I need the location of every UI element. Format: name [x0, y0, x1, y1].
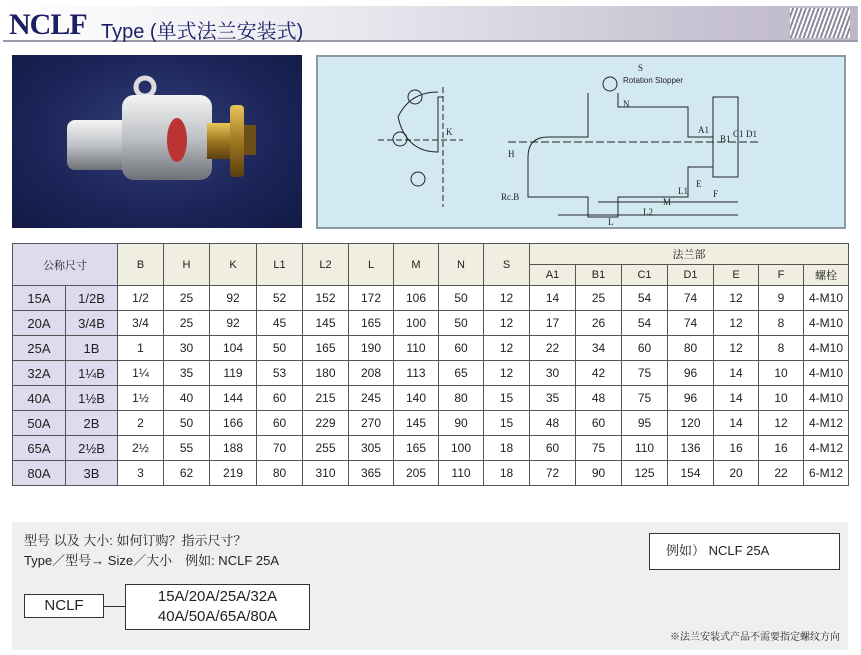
nominal-size-cell: 1/2B: [66, 286, 118, 311]
table-cell: 14: [714, 411, 759, 436]
table-row: [13, 361, 849, 386]
label-s: S: [638, 63, 644, 73]
table-cell: 104: [210, 336, 257, 361]
nominal-size-cell: 1½B: [66, 386, 118, 411]
table-cell: 48: [530, 411, 576, 436]
col-header: L: [349, 244, 394, 286]
table-cell: 1: [118, 336, 164, 361]
table-cell: 72: [530, 461, 576, 486]
table-row: [13, 461, 849, 486]
table-cell: 50: [439, 286, 484, 311]
table-cell: 48: [576, 386, 622, 411]
col-header: F: [759, 265, 804, 286]
table-cell: 8: [759, 311, 804, 336]
table-cell: 10: [759, 386, 804, 411]
label-m: M: [663, 197, 672, 207]
nominal-size-cell: 80A: [13, 461, 66, 486]
table-cell: 310: [303, 461, 349, 486]
table-cell: 2: [118, 411, 164, 436]
nominal-size-cell: 65A: [13, 436, 66, 461]
label-f: F: [713, 189, 719, 199]
label-rc: Rc.B: [501, 192, 520, 202]
table-cell: 14: [714, 386, 759, 411]
type-box: NCLF: [24, 594, 104, 618]
table-cell: 60: [576, 411, 622, 436]
label-b1: B1: [720, 134, 731, 144]
table-cell: 3: [118, 461, 164, 486]
col-header: N: [439, 244, 484, 286]
table-cell: 180: [303, 361, 349, 386]
table-cell: 4-M10: [804, 286, 849, 311]
sizes-line-2: 40A/50A/65A/80A: [157, 608, 278, 625]
table-cell: 90: [439, 411, 484, 436]
nominal-size-cell: 40A: [13, 386, 66, 411]
table-cell: 20: [714, 461, 759, 486]
dimension-drawing: [316, 55, 846, 229]
table-cell: 60: [257, 386, 303, 411]
table-cell: 90: [576, 461, 622, 486]
table-cell: 4-M10: [804, 311, 849, 336]
ordering-format: Type／型号→ Size／大小 例如: NCLF 25A: [24, 553, 279, 568]
table-cell: 96: [668, 361, 714, 386]
label-l1: L1: [678, 186, 688, 196]
table-cell: 166: [210, 411, 257, 436]
table-cell: 125: [622, 461, 668, 486]
table-cell: 52: [257, 286, 303, 311]
table-cell: 60: [530, 436, 576, 461]
table-cell: 219: [210, 461, 257, 486]
dimension-table: [12, 243, 849, 486]
table-row: [13, 311, 849, 336]
label-h: H: [508, 149, 515, 159]
label-l: L: [608, 217, 614, 227]
label-a1: A1: [698, 125, 709, 135]
label-c1: C1: [733, 129, 744, 139]
nominal-size-header: 公称尺寸: [13, 244, 118, 286]
table-cell: 1/2: [118, 286, 164, 311]
table-cell: 42: [576, 361, 622, 386]
col-header: L1: [257, 244, 303, 286]
nominal-size-cell: 3B: [66, 461, 118, 486]
table-row: [13, 286, 849, 311]
side-view: [378, 87, 463, 207]
table-cell: 4-M10: [804, 386, 849, 411]
label-k: K: [446, 127, 453, 137]
col-header: E: [714, 265, 759, 286]
table-cell: 35: [530, 386, 576, 411]
table-cell: 80: [668, 336, 714, 361]
table-cell: 16: [714, 436, 759, 461]
table-cell: 1¼: [118, 361, 164, 386]
table-cell: 60: [439, 336, 484, 361]
table-cell: 74: [668, 311, 714, 336]
table-cell: 34: [576, 336, 622, 361]
table-cell: 12: [714, 336, 759, 361]
table-cell: 110: [622, 436, 668, 461]
table-cell: 75: [622, 361, 668, 386]
table-cell: 80: [257, 461, 303, 486]
title-banner: [3, 6, 858, 42]
table-cell: 4-M10: [804, 361, 849, 386]
table-cell: 15: [484, 411, 530, 436]
table-cell: 9: [759, 286, 804, 311]
example-box: 例如） NCLF 25A: [649, 533, 840, 570]
table-cell: 62: [164, 461, 210, 486]
table-cell: 80: [439, 386, 484, 411]
table-cell: 110: [439, 461, 484, 486]
col-header: 螺栓: [804, 265, 849, 286]
label-d1: D1: [746, 129, 757, 139]
table-cell: 75: [576, 436, 622, 461]
table-cell: 145: [303, 311, 349, 336]
table-cell: 60: [257, 411, 303, 436]
table-cell: 165: [394, 436, 439, 461]
table-cell: 45: [257, 311, 303, 336]
table-cell: 145: [394, 411, 439, 436]
table-cell: 92: [210, 286, 257, 311]
label-rotation-stopper: Rotation Stopper: [623, 76, 684, 85]
table-cell: 229: [303, 411, 349, 436]
table-cell: 190: [349, 336, 394, 361]
table-row: [13, 386, 849, 411]
table-cell: 4-M12: [804, 411, 849, 436]
flange-header: 法兰部: [530, 244, 849, 265]
col-header: K: [210, 244, 257, 286]
col-header: A1: [530, 265, 576, 286]
table-cell: 12: [484, 311, 530, 336]
table-cell: 365: [349, 461, 394, 486]
col-header: L2: [303, 244, 349, 286]
table-row: [13, 436, 849, 461]
table-cell: 270: [349, 411, 394, 436]
col-header: B: [118, 244, 164, 286]
table-cell: 106: [394, 286, 439, 311]
nominal-size-cell: 32A: [13, 361, 66, 386]
table-cell: 100: [394, 311, 439, 336]
table-cell: 95: [622, 411, 668, 436]
table-cell: 53: [257, 361, 303, 386]
table-cell: 205: [394, 461, 439, 486]
table-cell: 119: [210, 361, 257, 386]
table-cell: 12: [759, 411, 804, 436]
table-cell: 75: [622, 386, 668, 411]
table-cell: 144: [210, 386, 257, 411]
table-cell: 136: [668, 436, 714, 461]
flange-note: ※法兰安装式产品不需要指定螺纹方向: [670, 632, 840, 643]
ordering-panel: [12, 522, 848, 650]
connector-line: [104, 606, 125, 607]
table-cell: 50: [164, 411, 210, 436]
col-header: D1: [668, 265, 714, 286]
table-cell: 165: [349, 311, 394, 336]
decorative-stripes: [790, 8, 850, 38]
table-cell: 152: [303, 286, 349, 311]
col-header: B1: [576, 265, 622, 286]
table-cell: 8: [759, 336, 804, 361]
table-cell: 40: [164, 386, 210, 411]
table-cell: 10: [759, 361, 804, 386]
table-cell: 208: [349, 361, 394, 386]
col-header: H: [164, 244, 210, 286]
nominal-size-cell: 1B: [66, 336, 118, 361]
table-cell: 50: [257, 336, 303, 361]
table-cell: 26: [576, 311, 622, 336]
table-cell: 96: [668, 386, 714, 411]
table-cell: 6-M12: [804, 461, 849, 486]
table-cell: 110: [394, 336, 439, 361]
table-cell: 30: [530, 361, 576, 386]
label-n: N: [623, 99, 630, 109]
table-cell: 17: [530, 311, 576, 336]
table-cell: 188: [210, 436, 257, 461]
col-header: M: [394, 244, 439, 286]
table-cell: 14: [714, 361, 759, 386]
label-e: E: [696, 179, 702, 189]
table-cell: 22: [530, 336, 576, 361]
table-cell: 215: [303, 386, 349, 411]
table-cell: 165: [303, 336, 349, 361]
model-title: NCLF: [9, 8, 87, 41]
nominal-size-cell: 20A: [13, 311, 66, 336]
table-cell: 16: [759, 436, 804, 461]
table-cell: 12: [714, 311, 759, 336]
label-l2: L2: [643, 207, 653, 217]
table-cell: 35: [164, 361, 210, 386]
table-cell: 4-M12: [804, 436, 849, 461]
table-cell: 4-M10: [804, 336, 849, 361]
header-row: [13, 244, 849, 265]
nominal-size-cell: 3/4B: [66, 311, 118, 336]
product-photo: [12, 55, 302, 228]
table-cell: 12: [484, 361, 530, 386]
table-cell: 100: [439, 436, 484, 461]
sizes-line-1: 15A/20A/25A/32A: [157, 588, 278, 605]
nominal-size-cell: 25A: [13, 336, 66, 361]
table-cell: 65: [439, 361, 484, 386]
table-cell: 12: [484, 286, 530, 311]
table-cell: 25: [576, 286, 622, 311]
table-cell: 120: [668, 411, 714, 436]
col-header: S: [484, 244, 530, 286]
table-cell: 15: [484, 386, 530, 411]
ordering-question: 型号 以及 大小: 如何订购？指示尺寸？: [24, 533, 247, 548]
rotary-joint-image: [12, 55, 302, 228]
table-cell: 50: [439, 311, 484, 336]
table-cell: 12: [714, 286, 759, 311]
sizes-box: [125, 584, 310, 630]
front-view: [508, 77, 758, 227]
nominal-size-cell: 1¼B: [66, 361, 118, 386]
table-cell: 1½: [118, 386, 164, 411]
table-cell: 154: [668, 461, 714, 486]
table-row: [13, 336, 849, 361]
table-cell: 25: [164, 286, 210, 311]
table-cell: 12: [484, 336, 530, 361]
table-cell: 14: [530, 286, 576, 311]
nominal-size-cell: 2½B: [66, 436, 118, 461]
table-cell: 3/4: [118, 311, 164, 336]
table-cell: 70: [257, 436, 303, 461]
table-cell: 255: [303, 436, 349, 461]
table-cell: 305: [349, 436, 394, 461]
table-cell: 22: [759, 461, 804, 486]
table-cell: 30: [164, 336, 210, 361]
table-cell: 54: [622, 311, 668, 336]
table-cell: 55: [164, 436, 210, 461]
table-cell: 18: [484, 436, 530, 461]
table-cell: 92: [210, 311, 257, 336]
table-cell: 172: [349, 286, 394, 311]
table-cell: 18: [484, 461, 530, 486]
nominal-size-cell: 50A: [13, 411, 66, 436]
nominal-size-cell: 2B: [66, 411, 118, 436]
table-cell: 245: [349, 386, 394, 411]
col-header: C1: [622, 265, 668, 286]
type-subtitle: Type (单式法兰安装式): [101, 21, 304, 43]
nominal-size-cell: 15A: [13, 286, 66, 311]
table-cell: 54: [622, 286, 668, 311]
table-cell: 140: [394, 386, 439, 411]
table-row: [13, 411, 849, 436]
table-cell: 60: [622, 336, 668, 361]
table-cell: 25: [164, 311, 210, 336]
table-cell: 113: [394, 361, 439, 386]
table-cell: 2½: [118, 436, 164, 461]
table-cell: 74: [668, 286, 714, 311]
